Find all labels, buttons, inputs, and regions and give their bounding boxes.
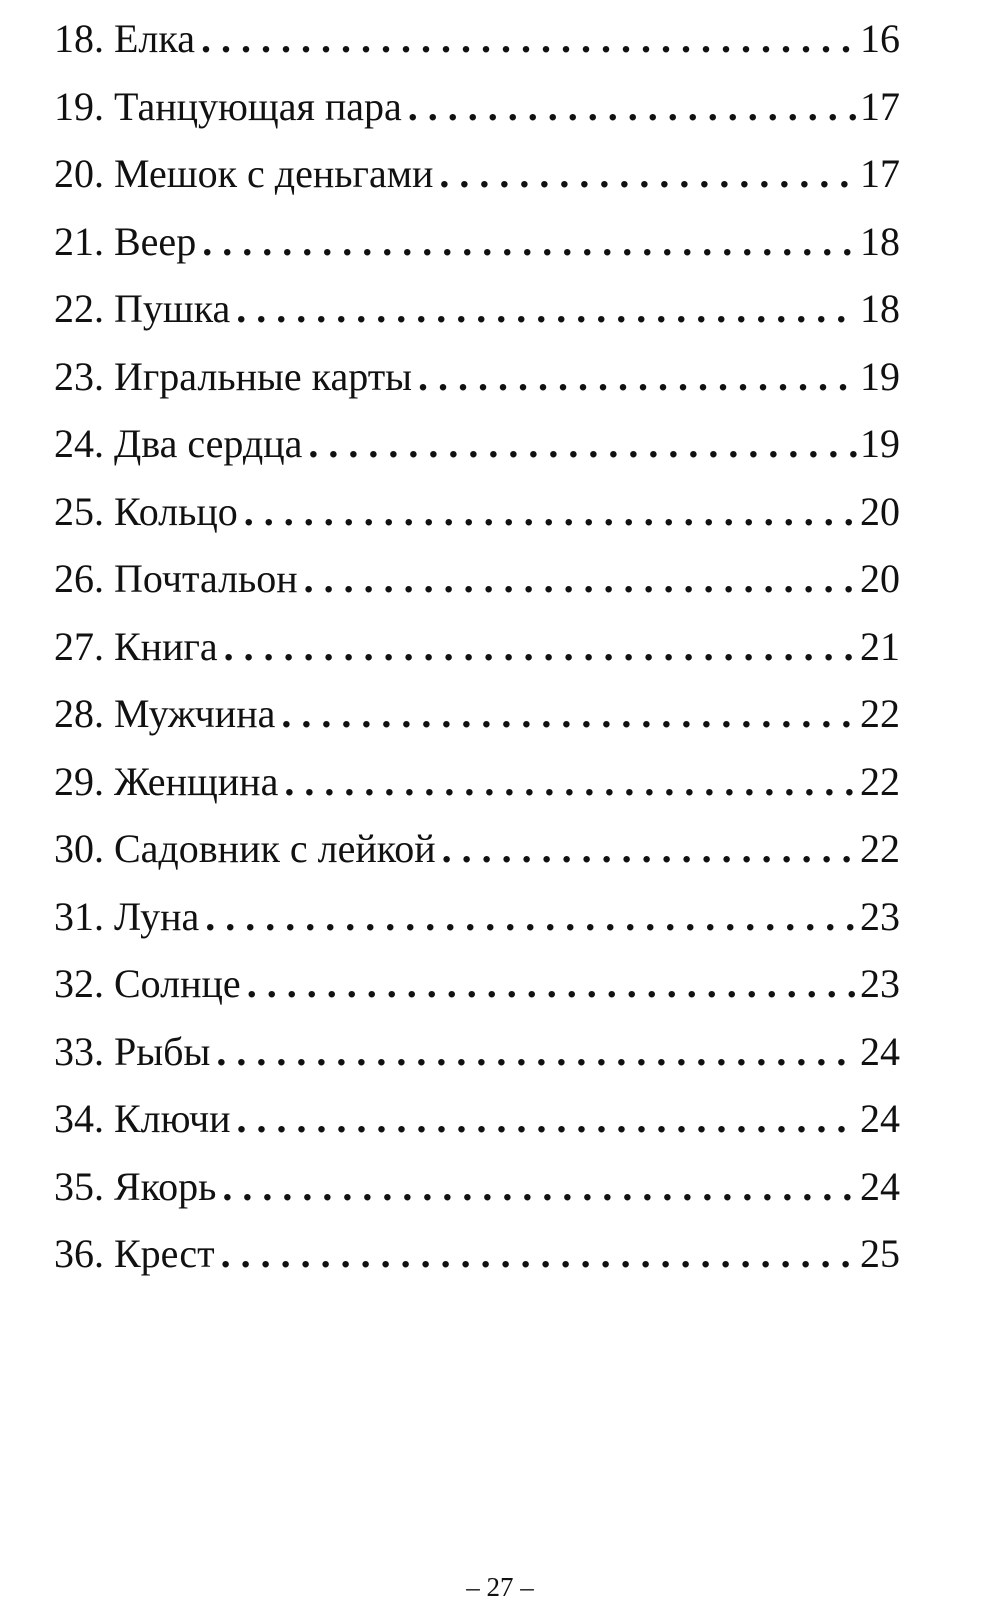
toc-entry-title: Танцующая пара: [114, 83, 402, 129]
toc-entry[interactable]: [54, 1023, 900, 1091]
toc-entry-title: Мешок с деньгами: [114, 151, 434, 196]
dot-leader: [201, 10, 858, 68]
toc-entry-page: 23: [860, 961, 900, 1006]
toc-entry-page: 23: [860, 893, 900, 939]
toc-entry-number: 32.: [54, 961, 104, 1006]
toc-entry-page: 19: [860, 421, 900, 466]
toc-entry[interactable]: [54, 618, 900, 686]
dot-leader: [284, 753, 858, 811]
dot-leader: [442, 820, 858, 878]
toc-entry-page: 22: [860, 758, 900, 804]
toc-entry[interactable]: [54, 213, 900, 281]
toc-entry-page: 18: [860, 218, 900, 264]
toc-entry[interactable]: [54, 955, 900, 1023]
toc-entry-title: Два сердца: [114, 421, 303, 466]
toc-entry-number: 29.: [54, 758, 104, 804]
toc-entry[interactable]: [54, 145, 900, 213]
toc-entry-number: 28.: [54, 691, 104, 736]
dot-leader: [308, 415, 858, 473]
toc-entry-page: 19: [860, 353, 900, 399]
table-of-contents: [54, 10, 900, 1293]
toc-entry-number: 21.: [54, 218, 104, 264]
toc-entry-title: Игральные карты: [114, 353, 413, 399]
toc-entry[interactable]: [54, 483, 900, 551]
toc-entry-number: 27.: [54, 623, 104, 669]
toc-entry-number: 19.: [54, 83, 104, 129]
dot-leader: [304, 550, 858, 608]
toc-entry[interactable]: [54, 550, 900, 618]
toc-entry[interactable]: [54, 348, 900, 416]
toc-entry[interactable]: [54, 888, 900, 956]
dot-leader: [202, 213, 858, 271]
toc-entry-page: 24: [860, 1096, 900, 1141]
dot-leader: [224, 618, 858, 676]
dot-leader: [439, 145, 858, 203]
toc-entry-number: 33.: [54, 1028, 104, 1074]
toc-entry-page: 17: [860, 83, 900, 129]
toc-entry-title: Рыбы: [114, 1028, 211, 1074]
toc-entry-page: 21: [860, 623, 900, 669]
dot-leader: [205, 888, 858, 946]
toc-entry-page: 24: [860, 1028, 900, 1074]
toc-entry-number: 22.: [54, 286, 104, 331]
dot-leader: [222, 1158, 858, 1216]
toc-entry[interactable]: [54, 1090, 900, 1158]
dot-leader: [418, 348, 858, 406]
toc-entry-title: Кольцо: [114, 488, 238, 534]
toc-entry-number: 23.: [54, 353, 104, 399]
toc-entry-page: 17: [860, 151, 900, 196]
toc-entry[interactable]: [54, 10, 900, 78]
toc-entry-number: 26.: [54, 556, 104, 601]
toc-entry-page: 20: [860, 556, 900, 601]
toc-entry[interactable]: [54, 820, 900, 888]
toc-entry-title: Садовник с лейкой: [114, 826, 436, 871]
toc-entry-title: Пушка: [114, 286, 231, 331]
dot-leader: [244, 483, 858, 541]
toc-entry-title: Ключи: [114, 1096, 231, 1141]
toc-entry-number: 35.: [54, 1163, 104, 1209]
toc-entry-title: Елка: [114, 16, 195, 61]
toc-entry-title: Якорь: [114, 1163, 217, 1209]
toc-entry-page: 25: [860, 1231, 900, 1276]
dot-leader: [237, 1090, 858, 1148]
toc-entry[interactable]: [54, 685, 900, 753]
toc-entry-title: Крест: [114, 1231, 215, 1276]
toc-entry[interactable]: [54, 78, 900, 146]
page-number: – 27 –: [466, 1572, 534, 1602]
toc-entry-page: 22: [860, 826, 900, 871]
toc-entry[interactable]: [54, 1225, 900, 1293]
toc-entry-title: Луна: [114, 893, 200, 939]
toc-entry-number: 24.: [54, 421, 104, 466]
toc-entry-number: 18.: [54, 16, 104, 61]
toc-entry-number: 30.: [54, 826, 104, 871]
toc-entry-title: Солнце: [114, 961, 241, 1006]
toc-entry[interactable]: [54, 753, 900, 821]
toc-entry-page: 24: [860, 1163, 900, 1209]
toc-entry-page: 22: [860, 691, 900, 736]
dot-leader: [408, 78, 858, 136]
toc-entry-number: 20.: [54, 151, 104, 196]
toc-entry-number: 25.: [54, 488, 104, 534]
toc-entry[interactable]: [54, 280, 900, 348]
dot-leader: [236, 280, 858, 338]
toc-entry-page: 20: [860, 488, 900, 534]
toc-entry-title: Женщина: [114, 758, 279, 804]
dot-leader: [221, 1225, 858, 1283]
dot-leader: [247, 955, 858, 1013]
toc-entry-title: Мужчина: [114, 691, 276, 736]
toc-entry-title: Почтальон: [114, 556, 298, 601]
toc-entry-page: 18: [860, 286, 900, 331]
dot-leader: [281, 685, 858, 743]
dot-leader: [216, 1023, 858, 1081]
toc-entry[interactable]: [54, 415, 900, 483]
toc-entry-title: Книга: [114, 623, 218, 669]
toc-entry-number: 31.: [54, 893, 104, 939]
toc-entry-title: Веер: [114, 218, 197, 264]
toc-entry-number: 36.: [54, 1231, 104, 1276]
toc-entry-page: 16: [860, 16, 900, 61]
toc-entry-number: 34.: [54, 1096, 104, 1141]
toc-entry[interactable]: [54, 1158, 900, 1226]
